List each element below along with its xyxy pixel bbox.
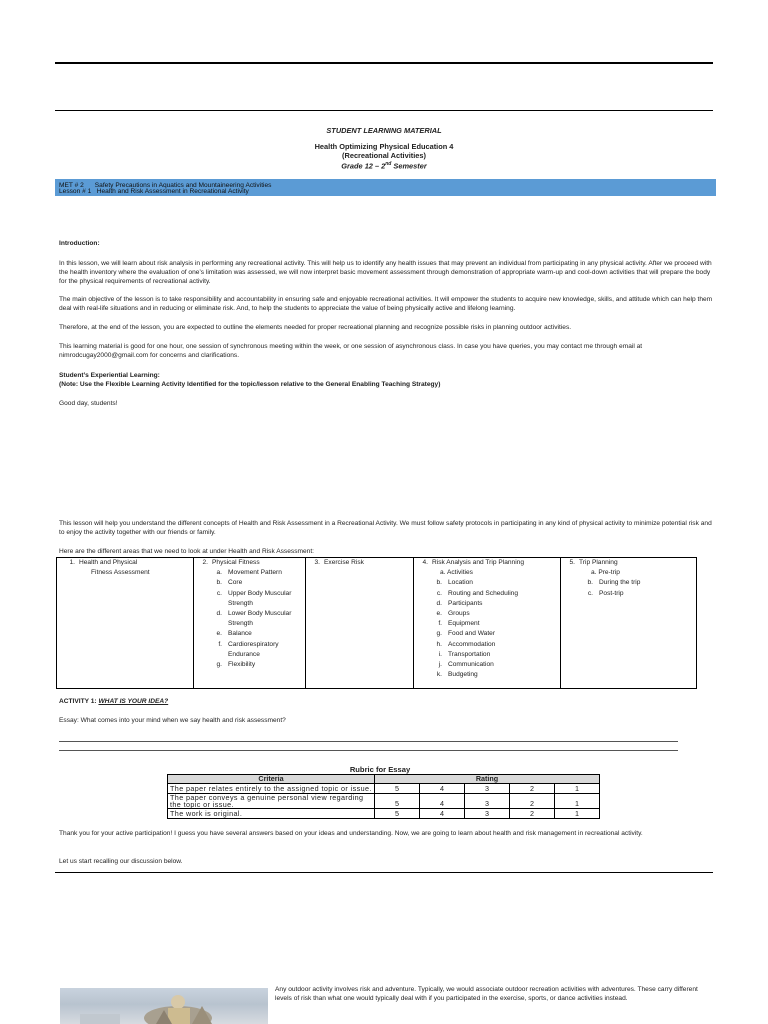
area-5-title: Trip Planning [579,559,618,566]
area-list-item [432,640,560,650]
area-list-text: Equipment [448,620,480,628]
outdoor-photo-figure [60,988,268,1024]
area-list-text: Strength [228,599,253,607]
activity-title: WHAT IS YOUR IDEA? [98,698,169,705]
subject-title: Health Optimizing Physical Education 4 [314,142,454,151]
experiential-note: (Note: Use the Flexible Learning Activity Identified for the topic/lesson relative to the General Enabling Teaching Strategy) [59,381,441,388]
area-list-item [212,578,305,588]
area-list-letter: g. [436,630,442,638]
rubric-rating-cell: 1 [555,784,600,794]
area-list-text: Flexibility [228,661,256,669]
area-list-letter: f. [218,640,222,648]
rubric-rating-cell: 1 [555,809,600,819]
intro-heading: Introduction: [59,240,100,247]
area-list-letter: g. [216,661,222,669]
area-list-item [432,578,560,588]
area-list-text: Strength [228,620,253,628]
area-3-num: 3. [314,559,320,566]
area-list-letter: b. [216,579,222,587]
area-list-text: Cardiorespiratory [228,640,279,648]
essay-prompt: Essay: What comes into your mind when we say health and risk assessment? [59,717,286,724]
closing-paragraph-2: Let us start recalling our discussion below. [59,858,183,865]
area-1-num: 1. [69,559,75,566]
area-col-4 [414,558,561,689]
rubric-table [167,774,600,819]
area-list-item [212,589,305,599]
area-list-text: Location [448,579,473,587]
rubric-rating-cell: 5 [375,809,420,819]
area-list-text: Routing and Scheduling [448,589,519,597]
area-list-letter: b. [436,579,442,587]
area-list-letter: e. [216,630,222,638]
area-list-item [212,650,305,660]
area-list-text: Post-trip [599,589,624,597]
area-list-letter: e. [436,610,442,618]
met-lesson-bar [55,179,716,196]
area-list-item [583,578,696,588]
area-list-text: During the trip [599,579,641,587]
area-list-text: Upper Body Muscular [228,589,292,597]
footer-rule [55,872,713,873]
intro-paragraph-4: This learning material is good for one hour, one session of synchronous meeting within the week, or one session of asynchronous class. In case you have queries, you may contact me through email at nimrodcugay2000@gmail.com for concerns and clarifications. [59,343,643,360]
area-list-item [212,568,305,578]
area-col-3 [306,558,414,689]
rubric-rating-cell: 3 [465,809,510,819]
area-list-letter: k. [436,671,442,679]
area-list-letter: a. [216,569,222,577]
area-list-item [432,599,560,609]
area-list-item [432,660,560,670]
rubric-rating-cell: 1 [555,794,600,809]
area-list-text: Participants [448,599,483,607]
area-list-text: Accommodation [448,640,496,648]
area-list-text: Food and Water [448,630,496,638]
area-3-title: Exercise Risk [324,559,364,566]
area-col-2 [194,558,306,689]
rubric-row [168,794,600,809]
outdoor-paragraph: Any outdoor activity involves risk and adventure. Typically, we would associate outdoor recreation activities with adventures. These carry different levels of risk than what one would typically deal with if you participated in the exercise, sports, or dance activities instead. [275,986,698,1003]
activity-heading [59,697,715,706]
area-list-text: Communication [448,661,494,669]
outdoor-photo [60,988,268,1024]
area-list-text: Lower Body Muscular [228,610,292,618]
area-list-text: Groups [448,610,470,618]
area-2-title: Physical Fitness [212,559,260,566]
area-list-letter: f. [438,620,442,628]
rubric-rating-cell: 3 [465,794,510,809]
area-list-item [212,599,305,609]
area-col-5 [561,558,697,689]
rubric-rating-cell: 5 [375,794,420,809]
rubric-rating-cell: 5 [375,784,420,794]
area-list-letter: d. [216,610,222,618]
top-rule [55,62,713,64]
area-list-item [212,609,305,619]
grade-line [55,160,713,170]
area-list-item [583,589,696,599]
area-list-text: Movement Pattern [228,569,282,577]
area-5-first-item: a. Pre-trip [591,569,620,577]
met-line: MET # 2 Safety Precautions in Aquatics and Mountaineering Activities [59,182,272,189]
area-4-num: 4. [422,559,428,566]
area-list-letter: c. [216,589,222,597]
area-list-item [432,609,560,619]
answer-line-1[interactable] [59,741,678,742]
rubric-title: Rubric for Essay [349,765,411,774]
area-list-text: Core [228,579,243,587]
intro-paragraph-2: The main objective of the lesson is to take responsibility and accountability in ensuring safe and enjoyable recreational activities. It will empower the students to acquire new knowledge, skills, and attitude which can help them deal with real-life situations and in reducing or eliminate risk. And, to help the students to appreciate the value of being physically active and lifelong learning. [59,296,713,313]
area-list-letter: j. [438,661,442,669]
lesson-paragraph-1: This lesson will help you understand the different concepts of Health and Risk Assessment in a Recreational Activity. We must follow safety protocols in participating in any kind of physical activity to minimize potential risk and to enjoy the activity together with our friends or family. [59,520,712,537]
area-list-letter: d. [436,599,442,607]
rubric-rating-cell: 4 [420,794,465,809]
area-4-title: Risk Analysis and Trip Planning [432,559,524,566]
rubric-criterion: The paper conveys a genuine personal view regarding the topic or issue. [168,794,375,809]
area-list-letter: b. [587,579,593,587]
grade-text: Grade 12 – 2 [341,161,386,171]
closing-paragraph-1: Thank you for your active participation! I guess you have several answers based on your ideas and understanding. Now, we are going to learn about health and risk management in recreational activity. [59,830,643,837]
activity-label: ACTIVITY 1: [59,698,99,705]
answer-line-2[interactable] [59,750,678,751]
lesson-paragraph-2: Here are the different areas that we need to look at under Health and Risk Assessment: [59,548,314,555]
intro-paragraph-3: Therefore, at the end of the lesson, you are expected to outline the elements needed for proper recreational planning and recognize possible risks in planning outdoor activities. [59,324,572,331]
area-list-text: Budgeting [448,671,478,679]
area-1-title-2: Fitness Assessment [91,569,150,577]
area-list-item [432,619,560,629]
experiential-heading: Student’s Experiential Learning: [59,372,160,379]
area-list-item [212,619,305,629]
rubric-criteria-header: Criteria [168,775,375,784]
header-rule [55,110,713,111]
rubric-row [168,809,600,819]
area-list-letter: i. [438,650,442,658]
area-list-text: Endurance [228,650,260,658]
area-4-first-item: a. Activities [440,569,473,577]
area-list-text: Transportation [448,650,491,658]
grade-sup: nd [385,161,392,167]
rubric-criterion: The paper relates entirely to the assigned topic or issue. [168,784,375,794]
area-list-letter: c. [587,589,593,597]
rubric-criterion: The work is original. [168,809,375,819]
area-list-item [432,670,560,680]
area-list-item [432,589,560,599]
subject-subtitle: (Recreational Activities) [342,151,426,160]
area-list-letter: c. [436,589,442,597]
intro-paragraph-1: In this lesson, we will learn about risk analysis in performing any recreational activity. This will help us to identify any health issues that may prevent an individual from participating in any physical activity. After we proceed with the health inventory where the evaluation of one’s limitation was assessed, we will now interpret basic movement assessment through demonstration of appropriate warm-up and cool-down activities that will prepare the body for the physical requirements of recreational activity. [59,260,712,286]
area-list-text: Balance [228,630,252,638]
area-list-item [212,640,305,650]
area-col-1 [57,558,194,689]
grade-suffix: Semester [391,161,427,171]
assessment-areas-table [56,557,697,689]
rubric-rating-cell: 2 [510,794,555,809]
rubric-rating-header: Rating [375,775,600,784]
area-list-item [212,660,305,670]
area-list-letter: h. [436,640,442,648]
rubric-rating-cell: 2 [510,784,555,794]
rubric-rating-cell: 4 [420,809,465,819]
rubric-row [168,784,600,794]
material-title: STUDENT LEARNING MATERIAL [326,126,442,135]
area-2-num: 2. [202,559,208,566]
lesson-line: Lesson # 1 Health and Risk Assessment in Recreational Activity [59,187,249,195]
rubric-rating-cell: 4 [420,784,465,794]
area-5-num: 5. [569,559,575,566]
rubric-rating-cell: 3 [465,784,510,794]
rubric-rating-cell: 2 [510,809,555,819]
greeting: Good day, students! [59,400,118,407]
area-list-item [432,629,560,639]
area-list-item [212,629,305,639]
area-1-title: Health and Physical [79,559,138,566]
area-list-item [432,650,560,660]
